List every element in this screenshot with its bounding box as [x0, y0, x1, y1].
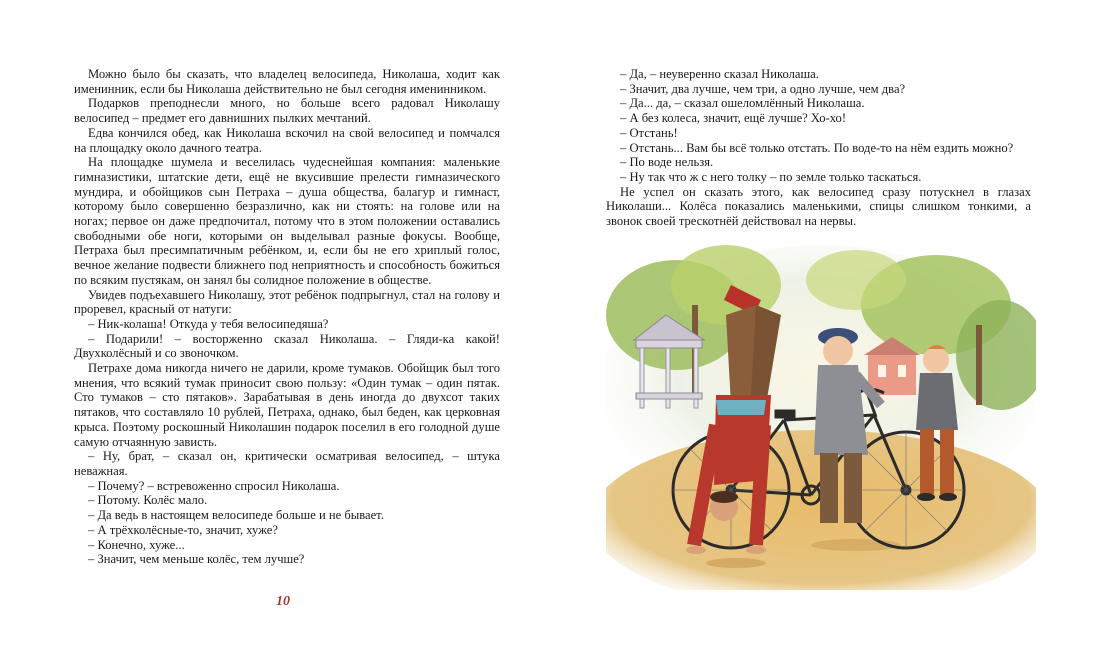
- left-page-text: [74, 67, 500, 567]
- paragraph: На площадке шумела и веселилась чудеснейшая компания: маленькие гимназистики, штатские дети, ещё не вкусившие прелести гимназического мундира, и обойщиков сын Петраха – душа общества, балагур и гимнаст, которому было совершенно безразлично, как ни стоять: на голове или на ногах; первое он даже предпочитал, потому что в этом положении оставались свободными обе ноги, которыми он выделывал разные фокусы. Вообще, Петраха был пресимпатичным ребёнком, и, если бы не его хриплый голос, вечное желание подвести ближнего под неприятность и способность божиться по всяким пустякам, он занял бы солидное положение в обществе.: [74, 155, 500, 287]
- paragraph: Увидев подъехавшего Николашу, этот ребёнок подпрыгнул, стал на голову и проревел, красный от натуги:: [74, 287, 500, 317]
- dialogue-line: – Да, – неуверенно сказал Николаша.: [620, 67, 819, 81]
- paragraph: Подарков преподнесли много, но больше всего радовал Николашу велосипед – предмет его давнишних пылких мечтаний.: [74, 96, 500, 126]
- right-page-text: [606, 67, 1031, 229]
- dialogue-line: – Отстань... Вам бы всё только отстать. По воде-то на нём ездить можно?: [620, 140, 1014, 155]
- dialogue-line: – А без колеса, значит, ещё лучше? Хо-хо!: [620, 111, 847, 126]
- dialogue-line: – Да... да, – сказал ошеломлённый Николаша.: [620, 96, 865, 111]
- dialogue-line: – Да ведь в настоящем велосипеде больше и не бывает.: [88, 508, 384, 523]
- dialogue-line: – Конечно, хуже...: [88, 537, 185, 552]
- dialogue-line: – По воде нельзя.: [620, 155, 714, 170]
- paragraph: Едва кончился обед, как Николаша вскочил на свой велосипед и помчался на площадку около дачного театра.: [74, 125, 500, 155]
- boys-bicycle-handstand-illustration: [606, 245, 1036, 590]
- dialogue-line: – Отстань!: [620, 125, 678, 140]
- dialogue-line: – А трёхколёсные-то, значит, хуже?: [88, 522, 278, 537]
- dialogue-line: – Ну, брат, – сказал он, критически осматривая велосипед, – штука неважная.: [74, 449, 500, 478]
- dialogue-line: – Ну так что ж с него толку – по земле только таскаться.: [620, 169, 922, 184]
- dialogue-line: – Подарили! – восторженно сказал Николаша. – Гляди-ка какой! Двухколёсный и со звоночком.: [74, 331, 500, 361]
- dialogue-line: – Значит, два лучше, чем три, а одно лучше, чем два?: [620, 81, 906, 96]
- paragraph: Петрахе дома никогда ничего не дарили, кроме тумаков. Обойщик был того мнения, что всякий тумак приносит свою пользу: «Один тумак – один пятак. Сто тумаков – сто пятаков». Зарабатывая в день иногда до двухсот таких пятаков, что составляло 10 рублей, Петраха, однако, был беден, как церковная крыса. Поэтому роскошный Николашин подарок поселил в его голодной душе самую отчаянную зависть.: [74, 361, 500, 449]
- illustration-svg: [606, 245, 1036, 590]
- page-number: 10: [276, 594, 290, 609]
- dialogue-line: – Ник-колаша! Откуда у тебя велосипедяша?: [88, 316, 329, 331]
- dialogue-line: – Значит, чем меньше колёс, тем лучше?: [88, 552, 305, 567]
- dialogue-line: – Потому. Колёс мало.: [88, 493, 208, 508]
- dialogue-line: – Почему? – встревоженно спросил Николаша.: [88, 478, 340, 493]
- paragraph: Можно было бы сказать, что владелец велосипеда, Николаша, ходит как именинник, если бы Николаша действительно не был сегодня именинником.: [74, 67, 500, 96]
- paragraph: Не успел он сказать этого, как велосипед сразу потускнел в глазах Николаши... Колёса показались маленькими, спицы слишком тонкими, а звонок своей трескотнёй действовал на нервы.: [606, 184, 1031, 229]
